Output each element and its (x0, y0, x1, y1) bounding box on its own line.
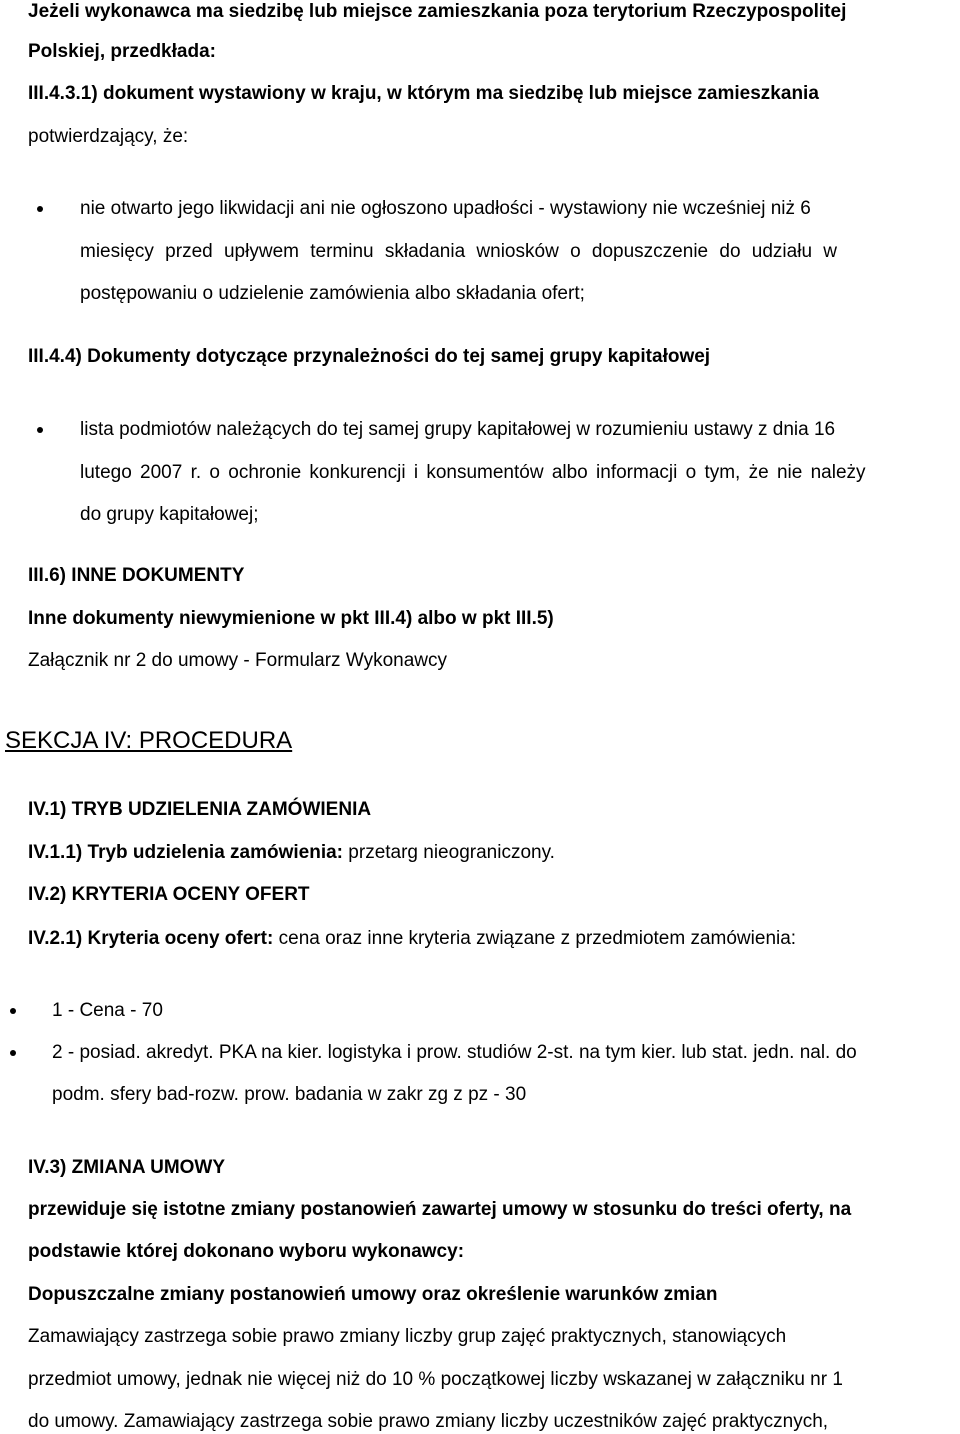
iv3-paragraph-line-2: przedmiot umowy, jednak nie więcej niż do 10 % początkowej liczby wskazanej w załączniku nr 1 (28, 1369, 843, 1390)
criterion-2-line-2: podm. sfery bad-rozw. prow. badania w zakr zg z pz - 30 (52, 1084, 527, 1105)
iv11-line (28, 842, 555, 864)
bullet-dot (37, 427, 43, 433)
iv3-paragraph-line-3: do umowy. Zamawiający zastrzega sobie prawo zmiany liczby uczestników zajęć praktycznych, (28, 1411, 829, 1432)
criterion-2-line-1: 2 - posiad. akredyt. PKA na kier. logistyka i prow. studiów 2-st. na tym kier. lub stat. jedn. nal. do (52, 1042, 857, 1063)
bullet1-line-3: postępowaniu o udzielenie zamówienia albo składania ofert; (80, 283, 585, 304)
iv1-heading: IV.1) TRYB UDZIELENIA ZAMÓWIENIA (28, 799, 372, 820)
bullet-dot (10, 1008, 16, 1014)
iv3-heading: IV.3) ZMIANA UMOWY (28, 1157, 226, 1178)
iv3-line-3: Dopuszczalne zmiany postanowień umowy oraz określenie warunków zmian (28, 1284, 718, 1305)
bullet1-line-2-text: miesięcy przed upływem terminu składania wniosków o dopuszczenie do udziału w (80, 241, 838, 262)
bullet1-line-1: nie otwarto jego likwidacji ani nie ogłoszono upadłości - wystawiony nie wcześniej niż 6 (80, 198, 811, 219)
s344-line-1: lista podmiotów należących do tej samej grupy kapitałowej w rozumieniu ustawy z dnia 16 (80, 419, 836, 440)
intro-line-3: III.4.3.1) dokument wystawiony w kraju, w którym ma siedzibę lub miejsce zamieszkania (28, 83, 819, 104)
section-36-subheading: Inne dokumenty niewymienione w pkt III.4) albo w pkt III.5) (28, 608, 554, 629)
intro-line-1: Jeżeli wykonawca ma siedzibę lub miejsce zamieszkania poza terytorium Rzeczypospolitej (28, 1, 847, 22)
section-36-heading: III.6) INNE DOKUMENTY (28, 565, 245, 586)
iv21-line (28, 928, 796, 950)
iv3-paragraph-line-1: Zamawiający zastrzega sobie prawo zmiany liczby grup zajęć praktycznych, stanowiących (28, 1326, 787, 1347)
s344-line-3: do grupy kapitałowej; (80, 504, 259, 525)
iv21-label: IV.2.1) Kryteria oceny ofert: (28, 928, 274, 949)
bullet-dot (10, 1050, 16, 1056)
intro-line-2: Polskiej, przedkłada: (28, 41, 216, 62)
s344-line-2: lutego 2007 r. o ochronie konkurencji i konsumentów albo informacji o tym, że nie należy (80, 462, 866, 483)
iv3-line-1: przewiduje się istotne zmiany postanowień zawartej umowy w stosunku do treści oferty, na (28, 1199, 852, 1220)
intro-line-4: potwierdzający, że: (28, 126, 189, 147)
iv2-heading: IV.2) KRYTERIA OCENY OFERT (28, 884, 310, 905)
section-344-heading: III.4.4) Dokumenty dotyczące przynależności do tej samej grupy kapitałowej (28, 346, 711, 367)
iv11-label: IV.1.1) Tryb udzielenia zamówienia: (28, 842, 344, 863)
iv3-line-2: podstawie której dokonano wyboru wykonawcy: (28, 1241, 465, 1262)
bullet-dot (37, 206, 43, 212)
iv11-value: przetarg nieograniczony. (343, 842, 555, 863)
section-iv-title: SEKCJA IV: PROCEDURA (5, 727, 293, 754)
criterion-1: 1 - Cena - 70 (52, 1000, 163, 1021)
bullet1-line-2 (80, 241, 936, 263)
iv21-value: cena oraz inne kryteria związane z przedmiotem zamówienia: (273, 928, 797, 949)
section-36-text: Załącznik nr 2 do umowy - Formularz Wykonawcy (28, 650, 448, 671)
